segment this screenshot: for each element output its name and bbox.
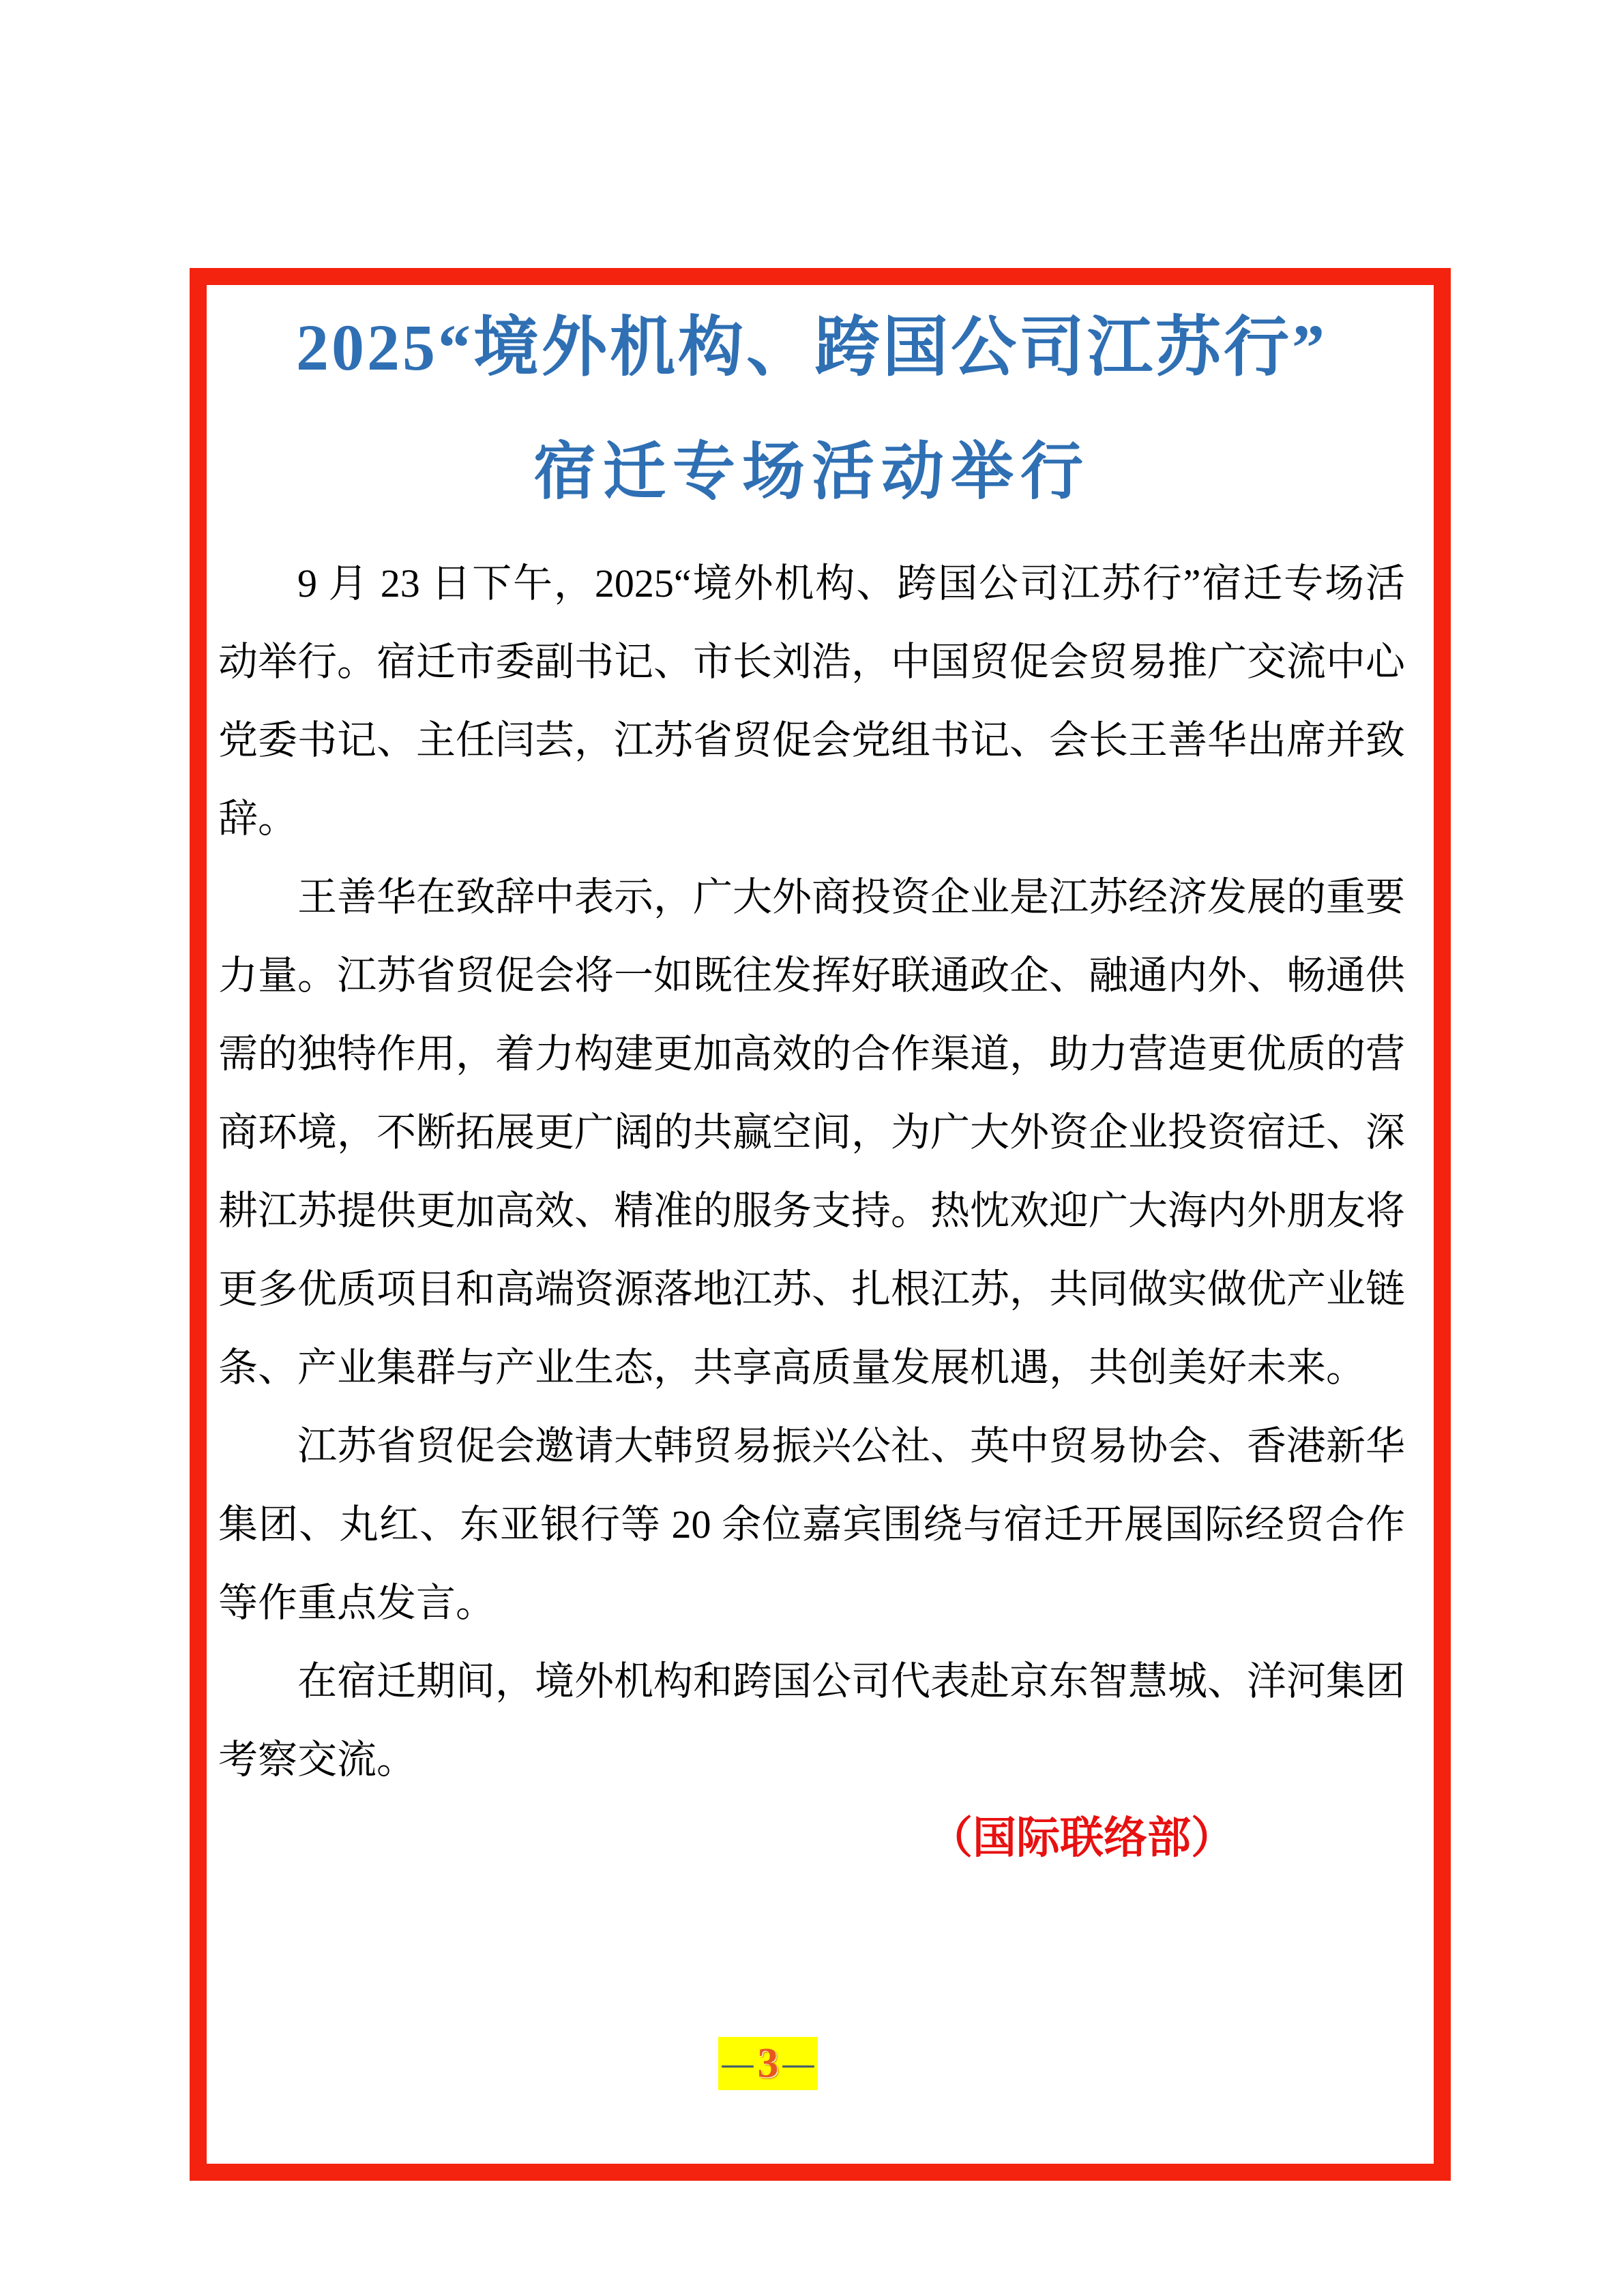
paragraph-1: 9 月 23 日下午，2025“境外机构、跨国公司江苏行”宿迁专场活动举行。宿迁市委副书记、市长刘浩，中国贸促会贸易推广交流中心党委书记、主任闫芸，江苏省贸促会党组书记、会长王善华出席并致辞。 [218,561,1406,841]
attribution-department: （国际联络部） [929,1814,1235,1862]
article-title-line1: 2025“境外机构、跨国公司江苏行” [296,311,1327,384]
page-number-dash-left: — [722,2046,754,2081]
paragraph-3: 江苏省贸促会邀请大韩贸易振兴公社、英中贸易协会、香港新华集团、丸红、东亚银行等 20 余位嘉宾围绕与宿迁开展国际经贸合作等作重点发言。 [218,1424,1406,1625]
page-content [218,285,1405,1877]
page-number-dash-right: — [782,2046,814,2081]
page-number-highlight [718,2037,818,2090]
article-title-line2: 宿迁专场活动举行 [533,437,1090,507]
page-number-value: 3 [757,2040,779,2087]
paragraph-2: 王善华在致辞中表示，广大外商投资企业是江苏经济发展的重要力量。江苏省贸促会将一如既往发挥好联通政企、融通内外、畅通供需的独特作用，着力构建更加高效的合作渠道，助力营造更优质的营商环境，不断拓展更广阔的共赢空间，为广大外资企业投资宿迁、深耕江苏提供更加高效、精准的服务支持。热忱欢迎广大海内外朋友将更多优质项目和高端资源落地江苏、扎根江苏，共同做实做优产业链条、产业集群与产业生态，共享高质量发展机遇，共创美好未来。 [218,875,1406,1390]
article-body [218,544,1405,1799]
red-border-frame [190,268,1451,2181]
paragraph-4: 在宿迁期间，境外机构和跨国公司代表赴京东智慧城、洋河集团考察交流。 [218,1659,1406,1782]
